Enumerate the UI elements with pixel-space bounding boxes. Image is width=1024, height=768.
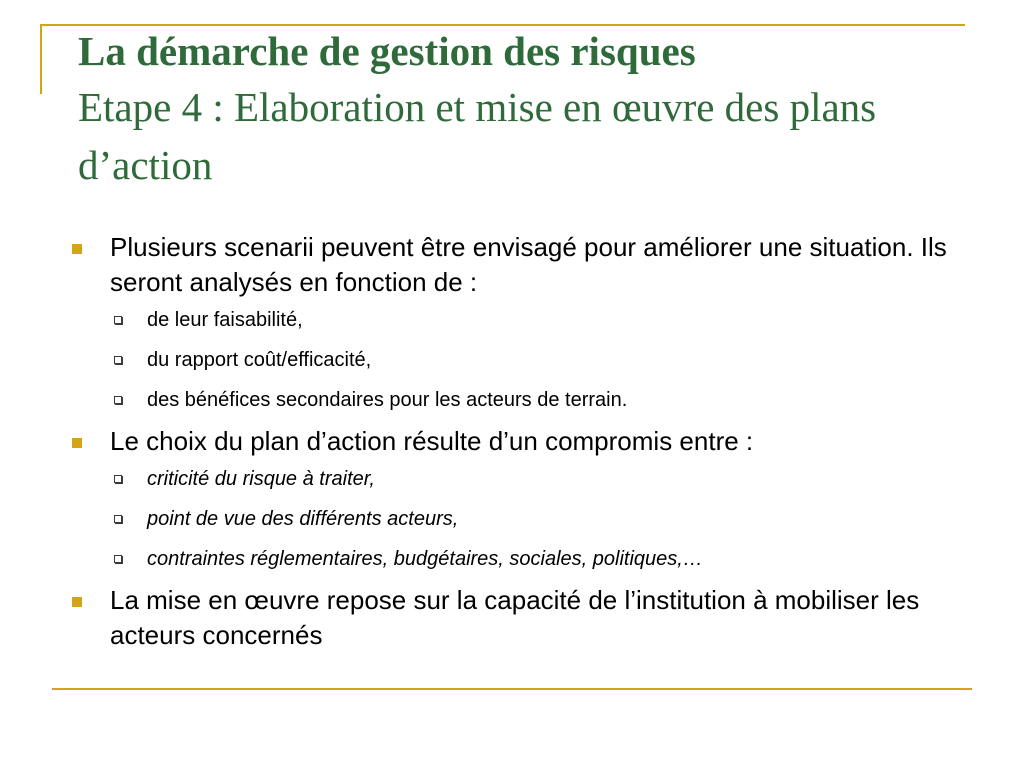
hollow-square-bullet-icon	[114, 515, 122, 523]
bullet-item	[72, 424, 1002, 459]
sub-bullet-item	[72, 300, 1002, 340]
sub-bullet-text: point de vue des différents acteurs,	[147, 508, 459, 530]
sub-bullet-text: du rapport coût/efficacité,	[147, 349, 372, 371]
square-bullet-icon	[72, 597, 82, 607]
slide-title-block	[78, 24, 1008, 194]
bullet-text: La mise en œuvre repose sur la capacité de l’institution à mobiliser les acteurs concernés	[110, 585, 920, 650]
square-bullet-icon	[72, 244, 82, 254]
slide-body	[72, 230, 1002, 653]
bottom-rule	[52, 688, 972, 690]
square-bullet-icon	[72, 438, 82, 448]
sub-bullet-item	[72, 499, 1002, 539]
sub-bullet-item	[72, 380, 1002, 420]
bullet-item	[72, 583, 1002, 653]
sub-bullet-list	[72, 300, 1002, 420]
hollow-square-bullet-icon	[114, 475, 122, 483]
sub-bullet-list	[72, 459, 1002, 579]
hollow-square-bullet-icon	[114, 316, 122, 324]
sub-bullet-text: des bénéfices secondaires pour les acteurs de terrain.	[147, 389, 628, 411]
sub-bullet-item	[72, 539, 1002, 579]
slide-title: La démarche de gestion des risques	[78, 28, 696, 74]
sub-bullet-text: de leur faisabilité,	[147, 309, 303, 331]
slide-subtitle: Etape 4 : Elaboration et mise en œuvre des plans d’action	[78, 84, 877, 188]
hollow-square-bullet-icon	[114, 356, 122, 364]
sub-bullet-text: contraintes réglementaires, budgétaires, sociales, politiques,…	[147, 548, 703, 570]
left-rule	[40, 24, 42, 94]
bullet-text: Le choix du plan d’action résulte d’un compromis entre :	[110, 426, 754, 456]
sub-bullet-item	[72, 459, 1002, 499]
bullet-text: Plusieurs scenarii peuvent être envisagé pour améliorer une situation. Ils seront analysés en fonction de :	[110, 232, 947, 297]
bullet-item	[72, 230, 1002, 300]
sub-bullet-text: criticité du risque à traiter,	[147, 468, 375, 490]
hollow-square-bullet-icon	[114, 396, 122, 404]
hollow-square-bullet-icon	[114, 555, 122, 563]
sub-bullet-item	[72, 340, 1002, 380]
